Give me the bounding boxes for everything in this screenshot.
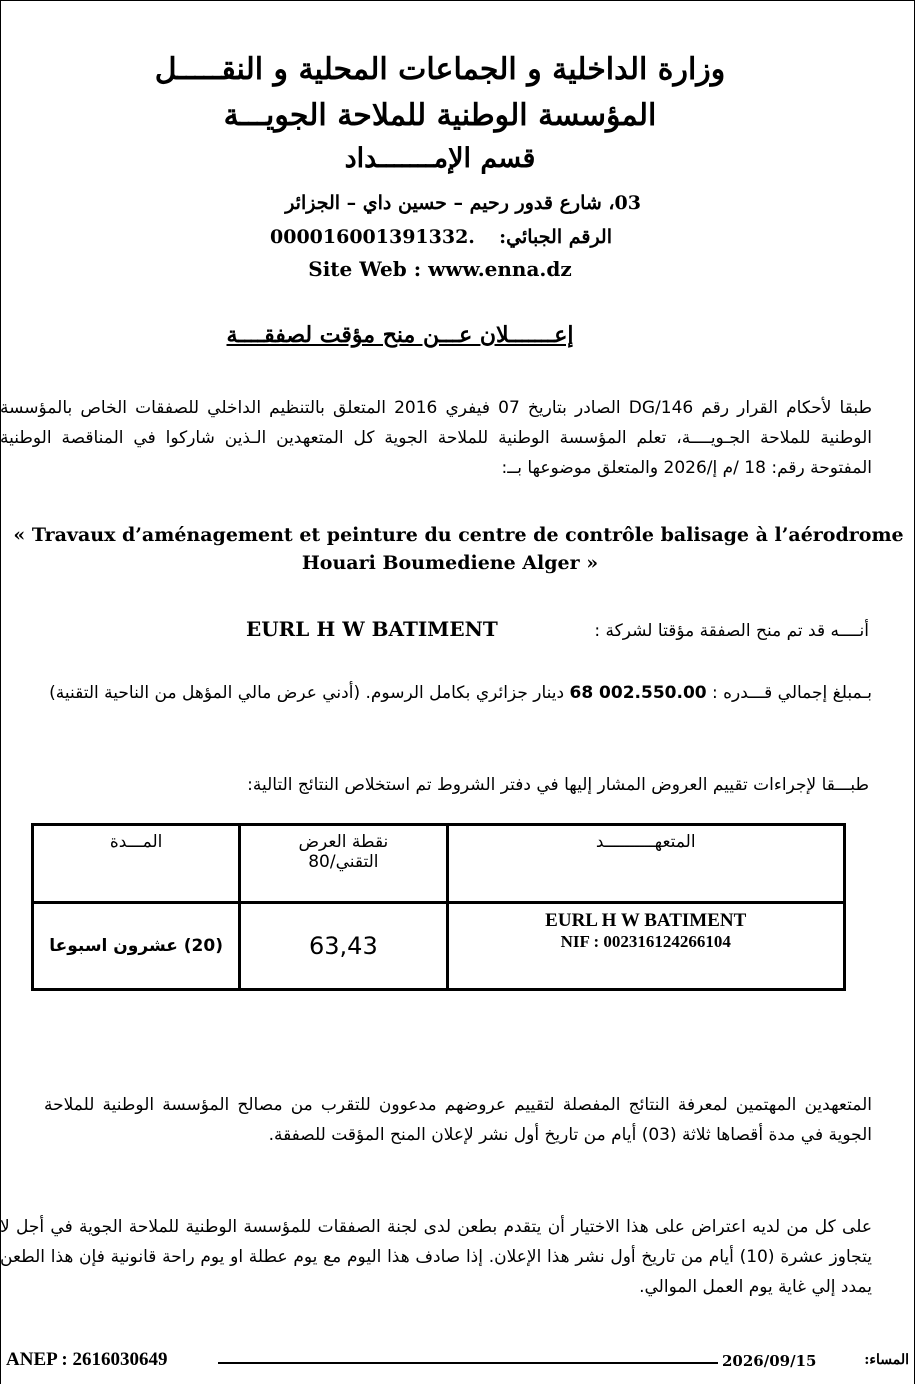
award-company: EURL H W BATIMENT xyxy=(246,617,498,641)
footer-date: 2026/09/15 xyxy=(722,1352,817,1370)
evaluation-intro: طبـــقا لإجراءات تقييم العروض المشار إليها في دفتر الشروط تم استخلاص النتائج التالية: xyxy=(247,775,869,795)
bidder-nif: NIF : 002316124266104 xyxy=(560,932,731,951)
tax-number-label: الرقم الجبائي: xyxy=(499,226,612,248)
header-bidder: المتعهــــــــــد xyxy=(447,825,845,903)
ministry-title: وزارة الداخلية و الجماعات المحلية و النقـــــل xyxy=(154,52,726,87)
tax-number-value: 000016001391332. xyxy=(270,226,475,248)
results-paragraph: المتعهدين المهتمين لمعرفة النتائج المفصلة لتقييم عروضهم مدعوون للتقرب من مصالح المؤسسة الوطنية للملاحة الجوية في مدة أقصاها ثلاثة (03) أيام من تاريخ أول نشر لإعلان المنح المؤقت للصفقة. xyxy=(44,1095,872,1145)
header-score-line-2: التقني/80 xyxy=(308,852,379,872)
appeal-paragraph: على كل من لديه اعتراض على هذا الاختيار أن يتقدم بطعن لدى لجنة الصفقات للمؤسسة الوطنية للملاحة الجوية في أجل لا يتجاوز عشرة (10) أيام من تاريخ أول نشر هذا الإعلان. إذا صادف هذا اليوم مع يوم عطلة او يوم راحة قانونية فإن هذا الطعن يمدد إلي غاية يوم العمل الموالي. xyxy=(0,1217,872,1297)
amount-value: 68 002.550.00 xyxy=(569,683,707,703)
amount-paragraph xyxy=(20,678,872,708)
footer-rule xyxy=(218,1362,718,1364)
footer-anep: ANEP : 2616030649 xyxy=(6,1349,168,1370)
website-line: Site Web : www.enna.dz xyxy=(308,257,572,281)
award-text: أنــــه قد تم منح الصفقة مؤقتا لشركة : xyxy=(594,621,869,641)
intro-paragraph: طبقا لأحكام القرار رقم 146/DG الصادر بتاريخ 07 فيفري 2016 المتعلق بالتنظيم الداخلي للصفقات الخاص بالمؤسسة الوطنية للملاحة الجـويــــة، تعلم المؤسسة الوطنية للملاحة الجوية كل المتعهدين الـذين شاركوا في المناقصة الوطنية المفتوحة رقم: 18 /م إ/2026 والمتعلق موضوعها بــ: xyxy=(0,398,872,478)
department-title: قسم الإمـــــــداد xyxy=(344,143,536,174)
table-header-row xyxy=(33,825,845,903)
bidder-name: EURL H W BATIMENT xyxy=(545,910,747,931)
amount-suffix: دينار جزائري بكامل الرسوم. (أدني عرض مالي المؤهل من الناحية التقنية) xyxy=(49,683,565,703)
row-duration: (20) عشرون اسبوعا xyxy=(33,903,240,990)
row-score: 63,43 xyxy=(240,903,447,990)
agency-title: المؤسسة الوطنية للملاحة الجويـــة xyxy=(223,98,657,133)
header-score xyxy=(240,825,447,903)
row-bidder xyxy=(447,903,845,990)
subject-line-2: Houari Boumediene Alger » xyxy=(301,552,599,574)
address-line: 03، شارع قدور رحيم – حسين داي – الجزائر xyxy=(285,192,641,214)
header-score-line-1: نقطة العرض xyxy=(298,832,389,852)
results-table xyxy=(31,823,846,991)
subject-line-1: « Travaux d’aménagement et peinture du centre de contrôle balisage à l’aérodrome xyxy=(13,524,904,546)
table-row xyxy=(33,903,845,990)
header-duration: المـــدة xyxy=(33,825,240,903)
notice-title: إعـــــــلان عـــن منح مؤقت لصفقــــة xyxy=(226,322,574,348)
amount-prefix: بـمبلغ إجمالي قـــدره : xyxy=(712,683,872,703)
footer-evening-label: المساء: xyxy=(864,1352,909,1368)
